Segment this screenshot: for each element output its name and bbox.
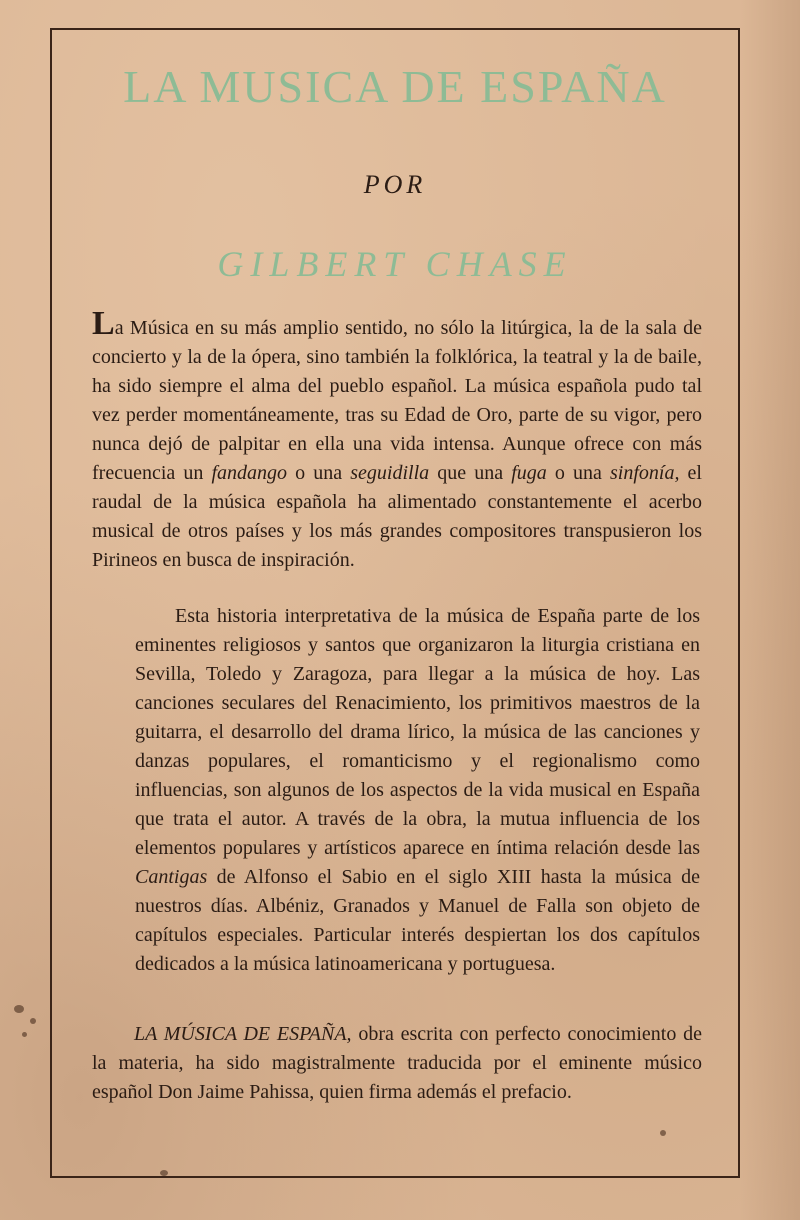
paragraph-text: de Alfonso el Sabio en el siglo XIII hasta la música de nuestros días. Albéniz, Granados y Manuel de Falla son objeto de capítulos especiales. Particular interés despiertan los dos capítulos dedicados a la música latinoamericana y portuguesa. <box>135 866 700 975</box>
paragraph-text: o una <box>287 462 351 484</box>
byline-por: POR <box>363 170 427 199</box>
paragraph-text: Esta historia interpretativa de la música de España parte de los eminentes religiosos y santos que organizaron la liturgia cristiana en Sevilla, Toledo y Zaragoza, para llegar a la música de hoy. Las canciones seculares del Renacimiento, los primitivos maestros de la guitarra, el desarrollo del drama lírico, la música de las canciones y danzas populares, el romanticismo y el regionalismo como influencias, son algunos de los aspectos de la vida musical en España que trata el autor. A través de la obra, la mutua influencia de los elementos populares y artísticos aparece en íntima relación desde las <box>135 605 700 859</box>
ink-stain <box>160 1170 168 1176</box>
book-title: LA MUSICA DE ESPAÑA <box>123 61 667 112</box>
italic-term: fuga <box>511 462 547 484</box>
paragraph-translation <box>92 1020 702 1107</box>
drop-cap: L <box>92 305 115 342</box>
italic-term: fandango <box>211 462 288 484</box>
paragraph-text: o una <box>546 462 610 484</box>
ink-stain <box>660 1130 666 1136</box>
paragraph-text: obra escrita con perfecto conocimiento de la materia, ha sido magistralmente traducida por el eminente músico español Don Jaime Pahissa, quien firma además el prefacio. <box>92 1023 703 1103</box>
paragraph-history <box>135 602 700 979</box>
italic-term: seguidilla <box>350 462 430 484</box>
paragraph-text: el raudal de la música española ha alimentado constantemente el acerbo musical de otros países y los más grandes compositores transpusieron los Pirineos en busca de inspiración. <box>92 462 702 571</box>
paragraph-text: a Música en su más amplio sentido, no sólo la litúrgica, la de la sala de concierto y la de la ópera, sino también la folklórica, la teatral y la de baile, ha sido siempre el alma del pueblo español. La música española pudo tal vez perder momentáneamente, tras su Edad de Oro, parte de su vigor, pero nunca dejó de palpitar en ella una vida intensa. Aunque ofrece con más frecuencia un <box>92 317 702 484</box>
paragraph-text: que una <box>429 462 512 484</box>
ink-stain <box>22 1032 27 1037</box>
ink-stain <box>30 1018 36 1024</box>
italic-term: Cantigas <box>135 866 208 888</box>
ink-stain <box>14 1005 24 1013</box>
italic-term: sinfonía, <box>609 462 680 484</box>
italic-book-title: LA MÚSICA DE ESPAÑA, <box>134 1023 352 1045</box>
paragraph-intro <box>92 305 702 575</box>
author-name: GILBERT CHASE <box>217 244 573 284</box>
